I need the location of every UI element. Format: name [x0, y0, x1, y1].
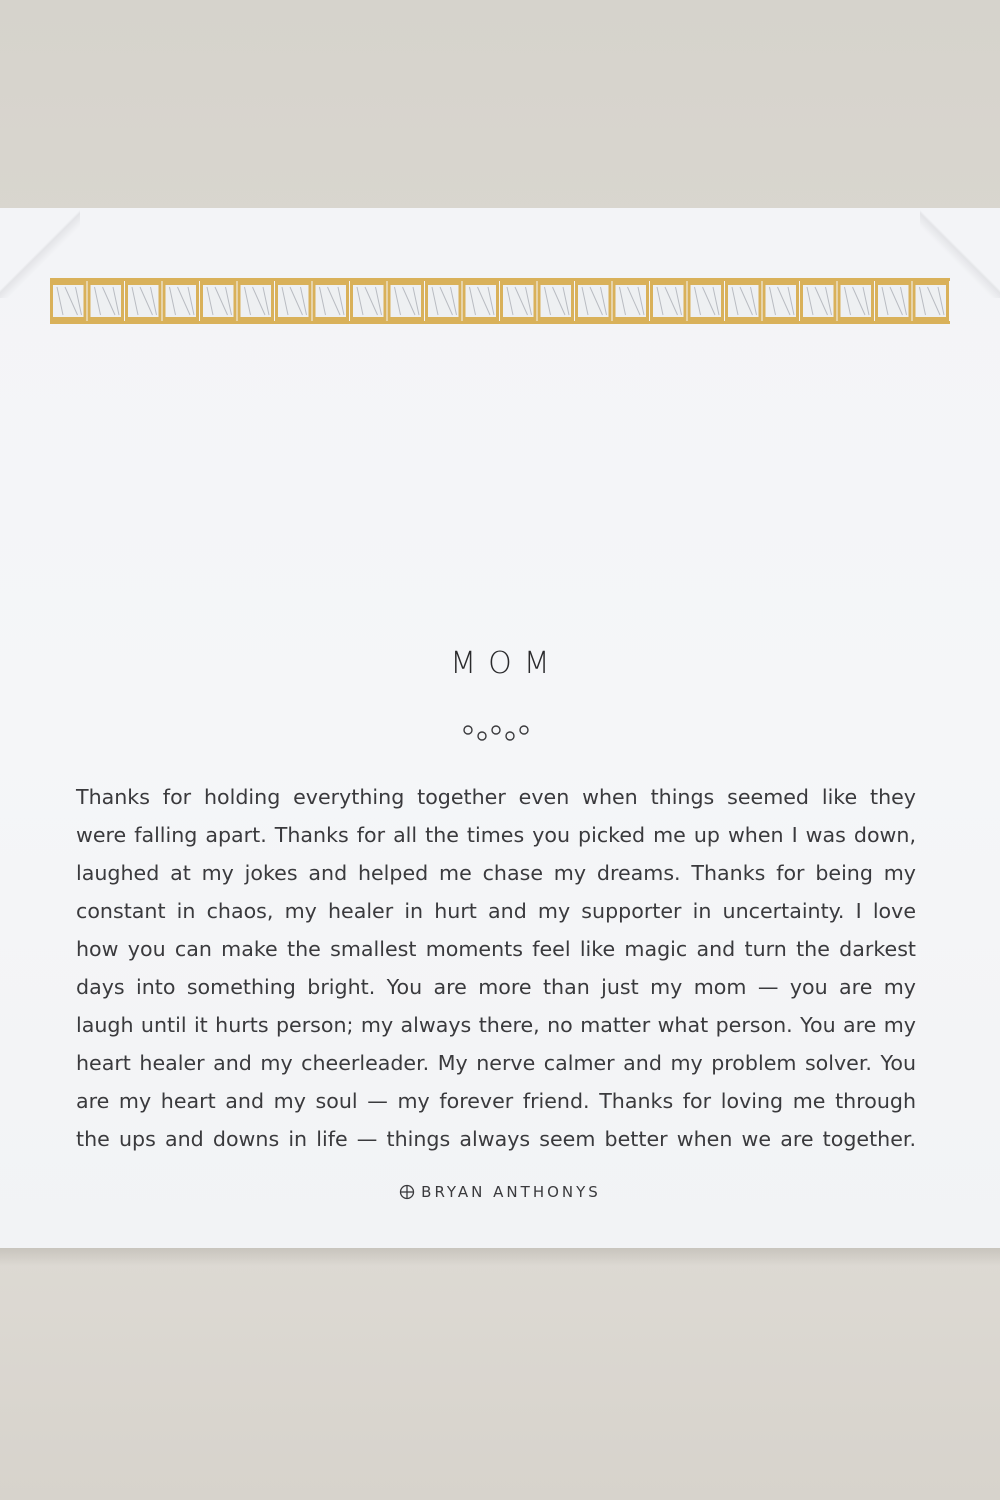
bracelet-link [425, 280, 462, 322]
bracelet-link [500, 280, 537, 322]
bracelet-edge-top [50, 278, 950, 281]
message-line: the ups and downs in life — things always seem better when we are together. [76, 1127, 916, 1151]
bracelet-link [913, 280, 950, 322]
bracelet-link [838, 280, 875, 322]
dots-ornament-icon [460, 718, 540, 746]
brand-name: BRYAN ANTHONYS [421, 1183, 601, 1201]
message-line: how you can make the smallest moments feel like magic and turn the darkest [76, 937, 916, 961]
bracelet-link [613, 280, 650, 322]
bracelet-link [538, 280, 575, 322]
bracelet-link [125, 280, 162, 322]
bracelet-link [88, 280, 125, 322]
bracelet-link [388, 280, 425, 322]
bracelet-link [763, 280, 800, 322]
bracelet-edge-bottom [50, 321, 950, 324]
bracelet-link [575, 280, 612, 322]
bracelet-link [350, 280, 387, 322]
tennis-bracelet [40, 266, 960, 336]
message-line: heart healer and my cheerleader. My nerve calmer and my problem solver. You [76, 1051, 916, 1075]
bracelet-link [688, 280, 725, 322]
message-line: laughed at my jokes and helped me chase my dreams. Thanks for being my [76, 861, 916, 885]
message-line: constant in chaos, my healer in hurt and my supporter in uncertainty. I love [76, 899, 916, 923]
bracelet-link [200, 280, 237, 322]
bracelet-link [800, 280, 837, 322]
bracelet-link [313, 280, 350, 322]
bracelet-link [275, 280, 312, 322]
message-line: Thanks for holding everything together even when things seemed like they [76, 785, 916, 809]
bracelet-link [725, 280, 762, 322]
brand-signature [0, 1183, 1000, 1201]
message-line: were falling apart. Thanks for all the times you picked me up when I was down, [76, 823, 916, 847]
bracelet-link [463, 280, 500, 322]
message-line: laugh until it hurts person; my always there, no matter what person. You are my [76, 1013, 916, 1037]
bracelet-link [50, 280, 87, 322]
message-line: are my heart and my soul — my forever friend. Thanks for loving me through [76, 1089, 916, 1113]
bracelet-link [238, 280, 275, 322]
bracelet-link [875, 280, 912, 322]
brand-logo-icon [399, 1184, 415, 1200]
message-line: days into something bright. You are more than just my mom — you are my [76, 975, 916, 999]
bracelet-link [650, 280, 687, 322]
card-title: MOM [450, 646, 562, 681]
bracelet-link [163, 280, 200, 322]
card-message [76, 778, 916, 1158]
